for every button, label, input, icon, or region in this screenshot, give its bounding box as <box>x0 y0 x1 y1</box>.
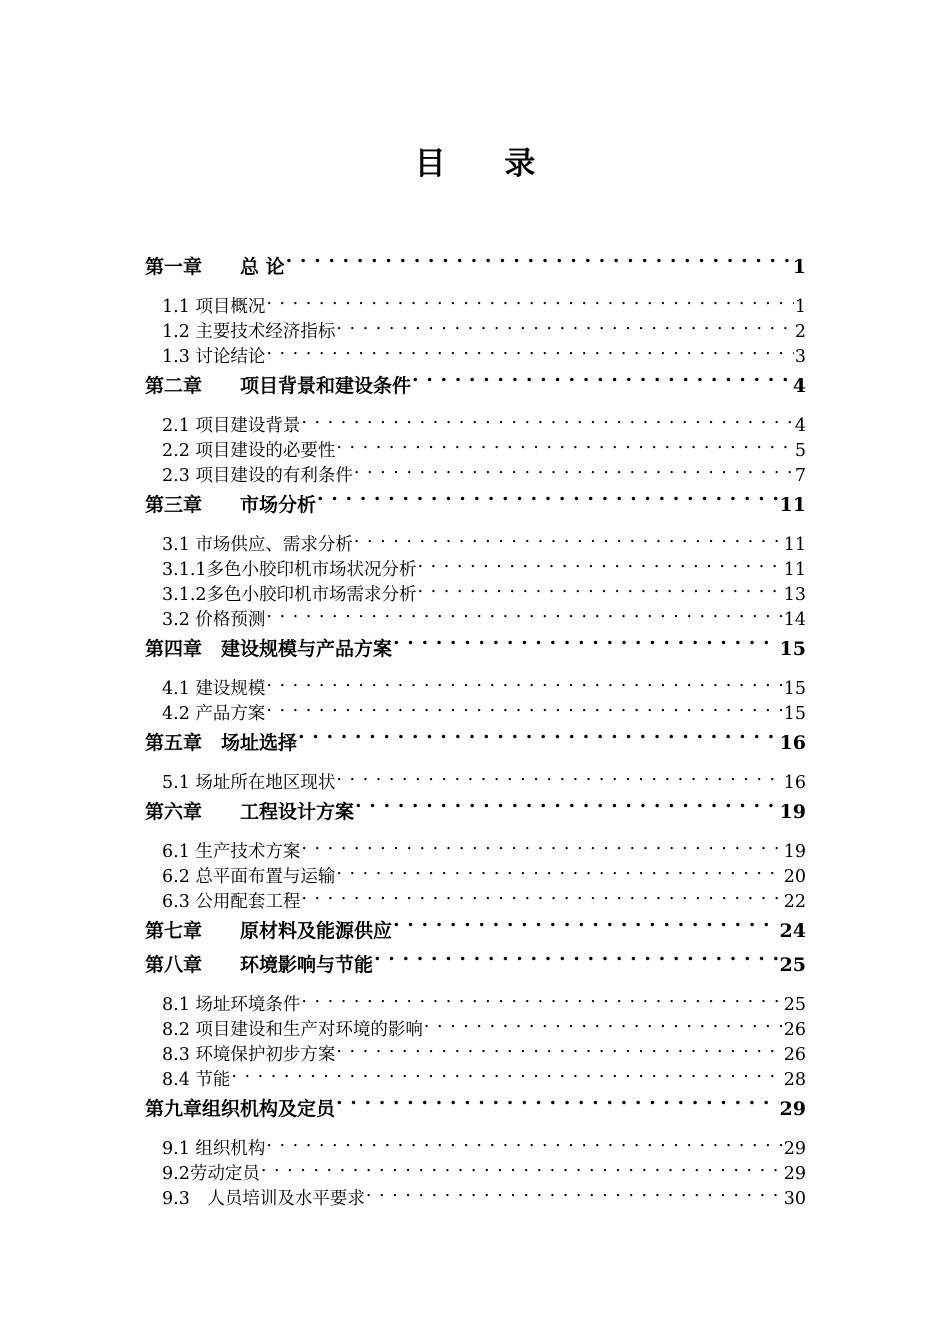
toc-section-entry[interactable] <box>145 582 806 607</box>
toc-dot-leader <box>231 1067 782 1085</box>
toc-entry-label: 第八章 环境影响与节能 <box>145 954 374 976</box>
toc-page-number: 1 <box>794 296 806 317</box>
toc-page-number: 4 <box>794 415 806 436</box>
toc-dot-leader <box>354 532 783 550</box>
toc-page-number: 7 <box>794 465 806 486</box>
toc-page-number: 11 <box>783 559 806 580</box>
toc-entry-label: 9.2劳动定员 <box>162 1163 260 1184</box>
toc-dot-leader <box>393 636 779 655</box>
toc-page-number: 24 <box>779 920 806 942</box>
toc-entry-label: 8.2 项目建设和生产对环境的影响 <box>162 1019 423 1040</box>
toc-entry-label: 2.3 项目建设的有利条件 <box>162 465 353 486</box>
toc-dot-leader <box>366 1186 783 1204</box>
toc-entry-label: 1.1 项目概况 <box>162 296 266 317</box>
toc-entry-label: 第六章 工程设计方案 <box>145 801 355 823</box>
toc-section-entry[interactable] <box>145 438 806 463</box>
toc-page-number: 30 <box>783 1188 806 1209</box>
toc-dot-leader <box>266 294 793 312</box>
toc-chapter-entry[interactable] <box>145 795 806 829</box>
toc-entry-label: 第四章 建设规模与产品方案 <box>145 638 393 660</box>
toc-section-entry[interactable] <box>145 992 806 1017</box>
toc-dot-leader <box>418 557 783 575</box>
toc-section-entry[interactable] <box>145 294 806 319</box>
toc-page-number: 28 <box>783 1069 806 1090</box>
toc-page-number: 29 <box>783 1138 806 1159</box>
toc-page-number: 19 <box>779 801 806 823</box>
toc-entry-label: 3.1.1多色小胶印机市场状况分析 <box>162 559 417 580</box>
toc-page-number: 29 <box>779 1098 806 1120</box>
toc-page-number: 26 <box>783 1044 806 1065</box>
toc-spacer <box>145 403 806 413</box>
toc-dot-leader <box>418 582 783 600</box>
toc-page-number: 2 <box>794 321 806 342</box>
toc-chapter-entry[interactable] <box>145 488 806 522</box>
toc-entry-label: 第一章 总 论 <box>145 256 285 278</box>
toc-entry-label: 第五章 场址选择 <box>145 732 298 754</box>
toc-dot-leader <box>336 770 782 788</box>
toc-entry-label: 1.2 主要技术经济指标 <box>162 321 336 342</box>
toc-dot-leader <box>266 607 782 625</box>
toc-spacer <box>145 982 806 992</box>
toc-section-entry[interactable] <box>145 864 806 889</box>
toc-dot-leader <box>355 799 779 818</box>
toc-entry-label: 6.1 生产技术方案 <box>162 841 301 862</box>
toc-section-entry[interactable] <box>145 701 806 726</box>
toc-entry-label: 第二章 项目背景和建设条件 <box>145 375 412 397</box>
toc-section-entry[interactable] <box>145 413 806 438</box>
toc-section-entry[interactable] <box>145 889 806 914</box>
toc-chapter-entry[interactable] <box>145 369 806 403</box>
toc-section-entry[interactable] <box>145 607 806 632</box>
toc-page-number: 20 <box>783 866 806 887</box>
toc-section-entry[interactable] <box>145 532 806 557</box>
toc-entry-label: 4.2 产品方案 <box>162 703 266 724</box>
toc-dot-leader <box>301 839 782 857</box>
toc-dot-leader <box>261 1161 783 1179</box>
toc-dot-leader <box>301 992 782 1010</box>
toc-dot-leader <box>354 463 794 481</box>
toc-chapter-entry[interactable] <box>145 914 806 948</box>
toc-section-entry[interactable] <box>145 1017 806 1042</box>
toc-chapter-entry[interactable] <box>145 1092 806 1126</box>
toc-chapter-entry[interactable] <box>145 250 806 284</box>
toc-dot-leader <box>286 254 792 273</box>
toc-dot-leader <box>266 676 782 694</box>
toc-page-number: 16 <box>783 772 806 793</box>
toc-entry-label: 第七章 原材料及能源供应 <box>145 920 393 942</box>
toc-chapter-entry[interactable] <box>145 948 806 982</box>
toc-dot-leader <box>336 319 793 337</box>
toc-section-entry[interactable] <box>145 1067 806 1092</box>
toc-entry-label: 6.2 总平面布置与运输 <box>162 866 336 887</box>
toc-entry-label: 5.1 场址所在地区现状 <box>162 772 336 793</box>
toc-spacer <box>145 666 806 676</box>
toc-dot-leader <box>336 1042 782 1060</box>
toc-section-entry[interactable] <box>145 557 806 582</box>
page-title: 目 录 <box>414 146 560 182</box>
toc-page-number: 14 <box>783 609 806 630</box>
toc-entry-label: 第三章 市场分析 <box>145 494 317 516</box>
toc-entry-label: 8.3 环境保护初步方案 <box>162 1044 336 1065</box>
toc-entry-label: 8.4 节能 <box>162 1069 231 1090</box>
toc-page-number: 25 <box>779 954 806 976</box>
toc-page-number: 13 <box>783 584 806 605</box>
toc-spacer <box>145 829 806 839</box>
toc-dot-leader <box>298 730 779 749</box>
toc-dot-leader <box>266 1136 782 1154</box>
toc-page-number: 25 <box>783 994 806 1015</box>
toc-spacer <box>145 522 806 532</box>
toc-page-number: 29 <box>783 1163 806 1184</box>
toc-dot-leader <box>336 438 793 456</box>
toc-dot-leader <box>412 373 792 392</box>
toc-chapter-entry[interactable] <box>145 632 806 666</box>
toc-spacer <box>145 760 806 770</box>
toc-chapter-entry[interactable] <box>145 726 806 760</box>
toc-dot-leader <box>336 1096 779 1115</box>
toc-dot-leader <box>336 864 782 882</box>
toc-page-number: 4 <box>792 375 806 397</box>
toc-page-number: 11 <box>779 494 806 516</box>
toc-dot-leader <box>393 918 779 937</box>
toc-entry-label: 9.3 人员培训及水平要求 <box>162 1188 365 1209</box>
toc-entry-label: 1.3 讨论结论 <box>162 346 266 367</box>
toc-section-entry[interactable] <box>145 463 806 488</box>
toc-section-entry[interactable] <box>145 319 806 344</box>
toc-dot-leader <box>301 413 793 431</box>
toc-section-entry[interactable] <box>145 839 806 864</box>
toc-page-number: 22 <box>783 891 806 912</box>
toc-entry-label: 3.1.2多色小胶印机市场需求分析 <box>162 584 417 605</box>
toc-entry-label: 2.1 项目建设背景 <box>162 415 301 436</box>
toc-entry-label: 4.1 建设规模 <box>162 678 266 699</box>
toc-page-number: 5 <box>794 440 806 461</box>
toc-section-entry[interactable] <box>145 770 806 795</box>
toc-entry-label: 第九章组织机构及定员 <box>145 1098 336 1120</box>
toc-spacer <box>145 1126 806 1136</box>
toc-page-number: 15 <box>779 638 806 660</box>
toc-section-entry[interactable] <box>145 1136 806 1161</box>
toc-page-number: 15 <box>783 703 806 724</box>
toc-dot-leader <box>317 492 779 511</box>
toc-page-number: 15 <box>783 678 806 699</box>
toc-page-number: 3 <box>794 346 806 367</box>
toc-spacer <box>145 284 806 294</box>
toc-entry-label: 6.3 公用配套工程 <box>162 891 301 912</box>
toc-page-number: 1 <box>792 256 806 278</box>
toc-entry-label: 3.2 价格预测 <box>162 609 266 630</box>
toc-dot-leader <box>424 1017 783 1035</box>
toc-dot-leader <box>266 701 782 719</box>
toc-dot-leader <box>374 952 779 971</box>
toc-dot-leader <box>266 344 793 362</box>
toc-section-entry[interactable] <box>145 1186 806 1211</box>
table-of-contents <box>145 250 806 1211</box>
toc-entry-label: 8.1 场址环境条件 <box>162 994 301 1015</box>
toc-page-number: 19 <box>783 841 806 862</box>
toc-page-number: 11 <box>783 534 806 555</box>
toc-section-entry[interactable] <box>145 676 806 701</box>
toc-section-entry[interactable] <box>145 344 806 369</box>
toc-entry-label: 3.1 市场供应、需求分析 <box>162 534 353 555</box>
toc-page-number: 16 <box>779 732 806 754</box>
toc-section-entry[interactable] <box>145 1042 806 1067</box>
toc-entry-label: 2.2 项目建设的必要性 <box>162 440 336 461</box>
toc-page-number: 26 <box>783 1019 806 1040</box>
toc-dot-leader <box>301 889 782 907</box>
toc-section-entry[interactable] <box>145 1161 806 1186</box>
toc-entry-label: 9.1 组织机构 <box>162 1138 266 1159</box>
